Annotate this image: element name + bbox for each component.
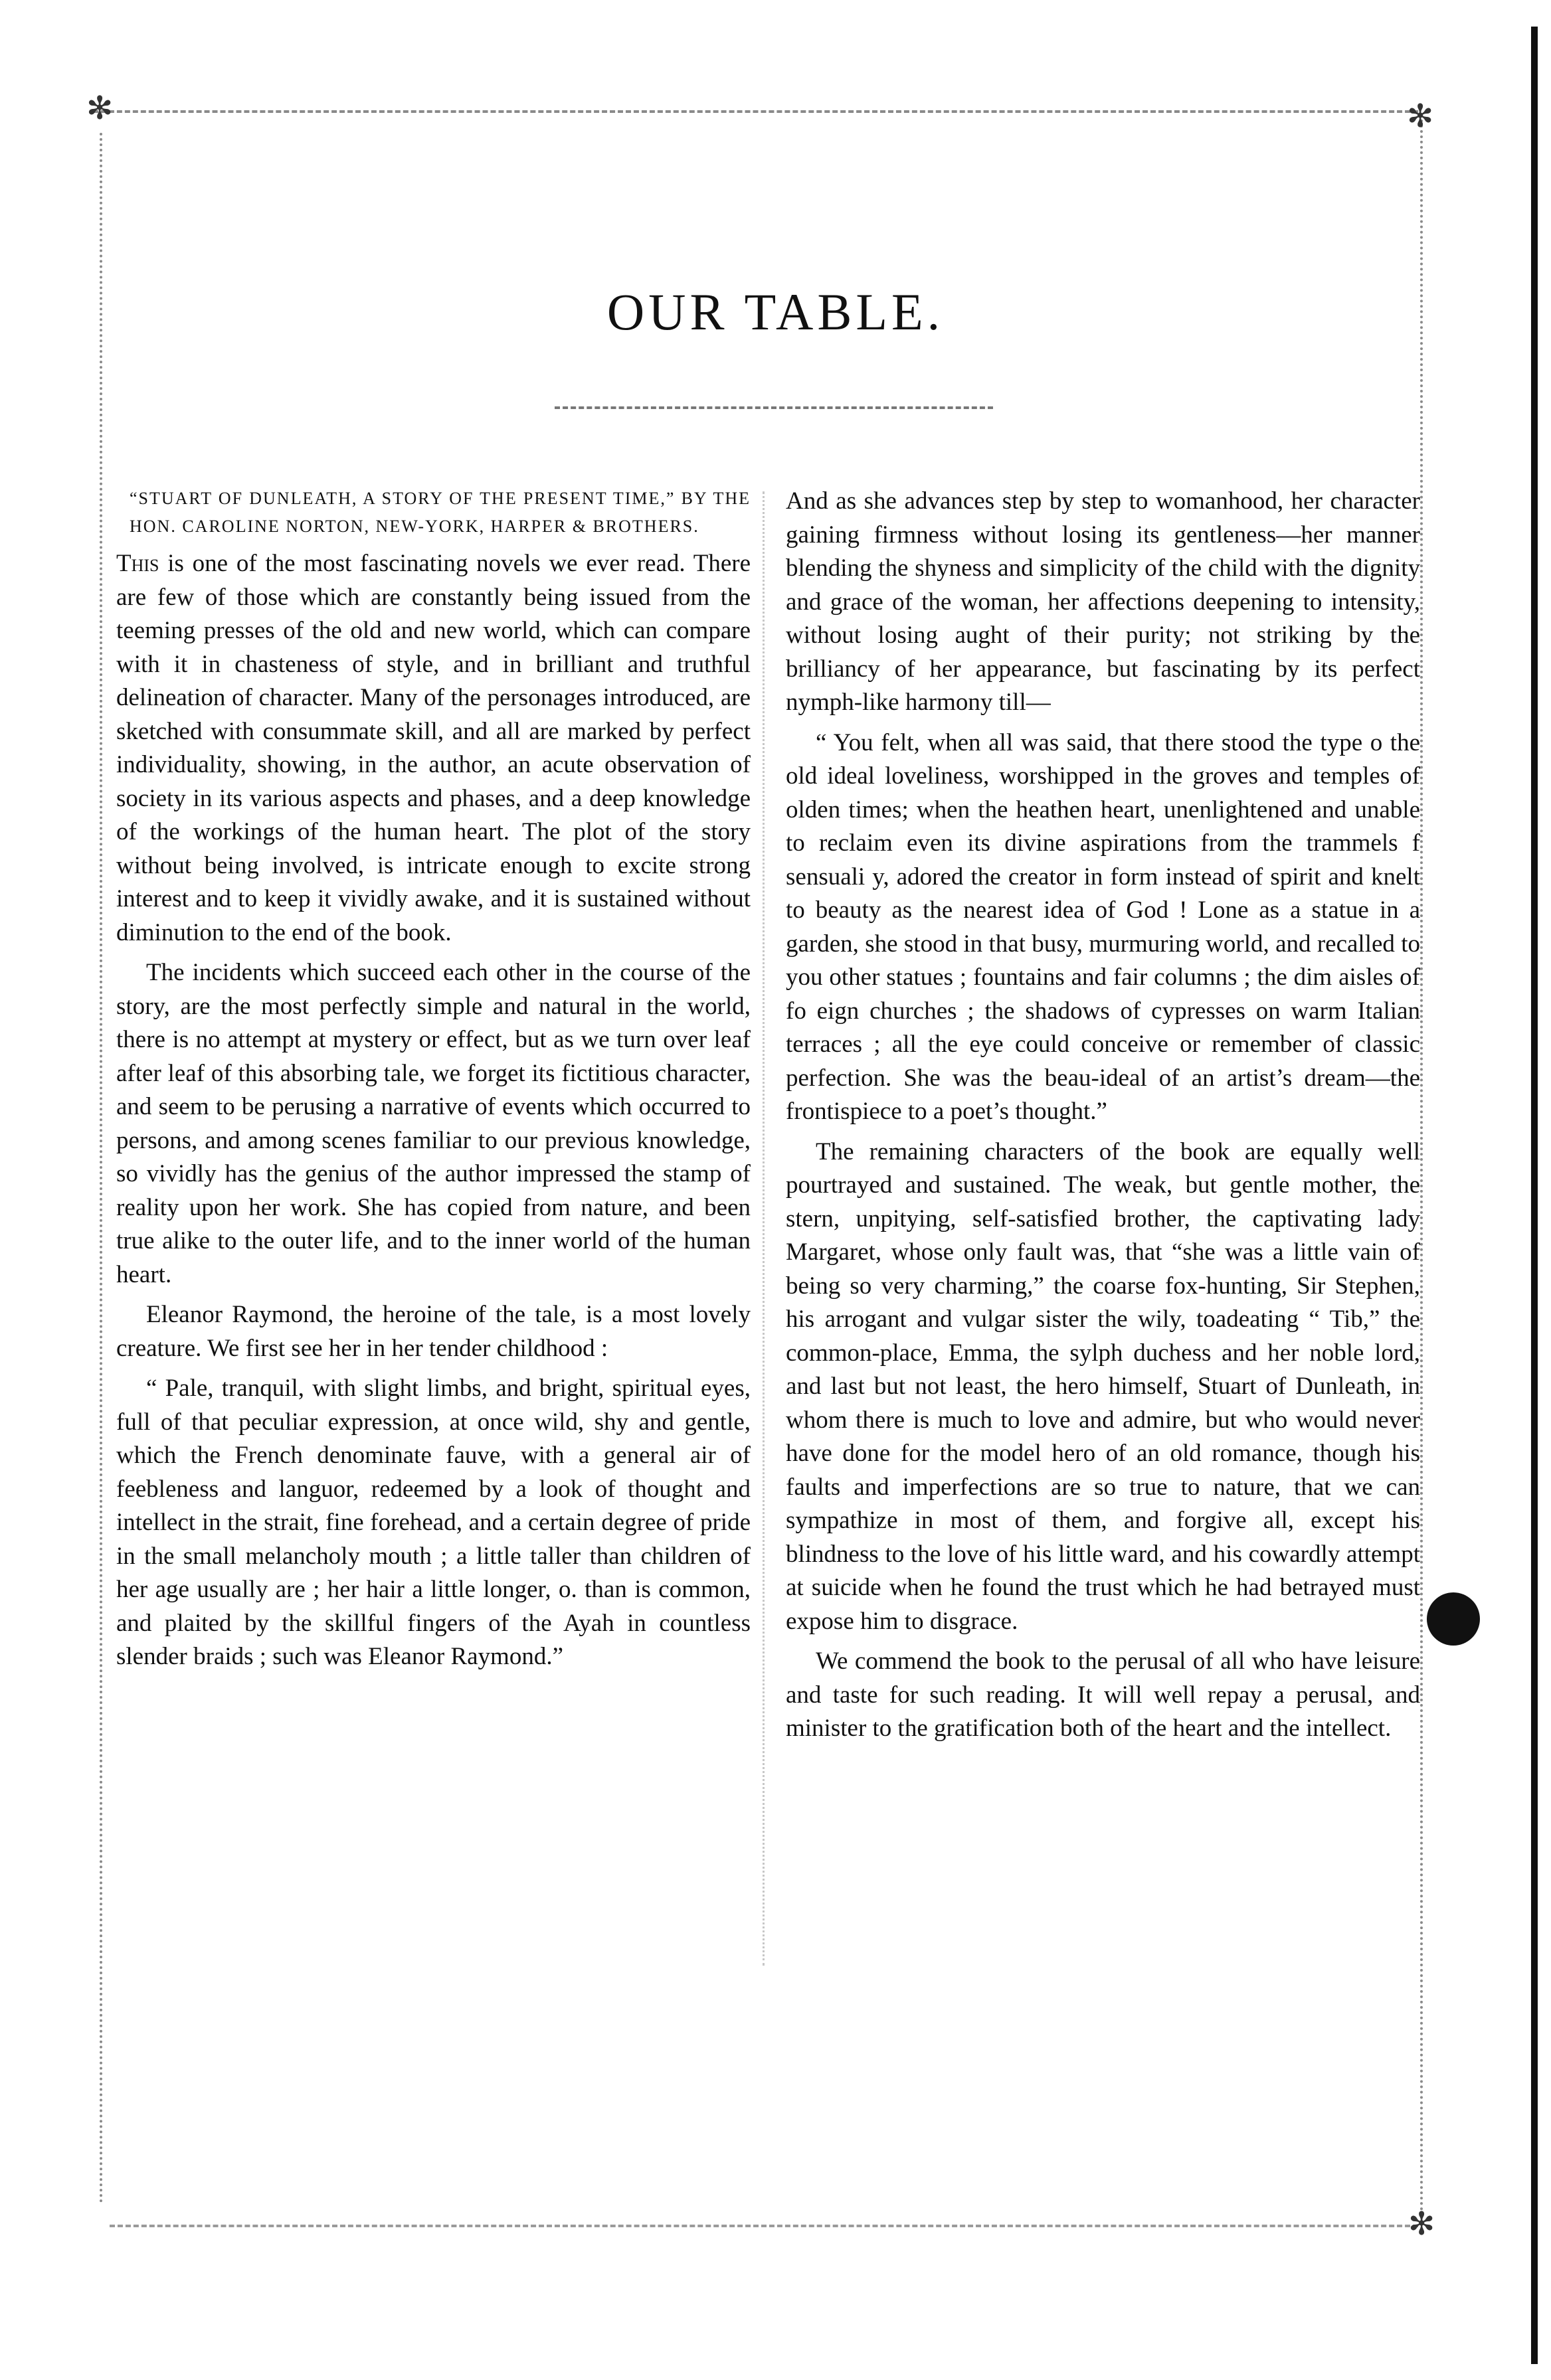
paragraph: And as she advances step by step to womanhood, her character gaining firmness without losing its gentleness—her manner blending the shyness and simplicity of the child with the dignity and grace of the woman, her affections deepening to intensity, without losing aught of their purity; not striking by the brilliancy of her appearance, but fascinating by its perfect nymph-like harmony till—	[786, 487, 1420, 716]
corner-ornament-icon: ✻	[86, 91, 114, 126]
paragraph	[116, 547, 751, 950]
quotation: “ Pale, tranquil, with slight limbs, and bright, spiritual eyes, full of that peculiar expression, at once wild, shy and gentle, which the French denominate fauve, with a general air of feebleness and languor, redeemed by a look of thought and intellect in the strait, fine forehead, and a certain degree of pride in the small melancholy mouth ; a little taller than children of her age usually are ; her hair a little longer, o. than is common, and plaited by the skillful fingers of the Ayah in countless slender braids ; such was Eleanor Raymond.”	[116, 1375, 751, 1670]
ornamental-border-left	[100, 133, 102, 2205]
page-title: OUR TABLE.	[606, 283, 945, 341]
paragraph: The incidents which succeed each other in the course of the story, are the most perfectly simple and natural in the world, there is no attempt at mystery or effect, but as we turn over leaf after leaf of this absorbing tale, we forget its fictitious character, and seem to be perusing a narrative of events which occurred to persons, and among scenes familiar to our previous knowledge, so vividly has the genius of the author impressed the stamp of reality upon her work. She has copied from nature, and been true alike to the outer life, and to the inner world of the human heart.	[116, 959, 751, 1288]
ornamental-border-bottom	[110, 2225, 1418, 2227]
ink-blot	[1427, 1592, 1480, 1646]
first-word: This	[116, 550, 159, 577]
paragraph: The remaining characters of the book are equally well pourtrayed and sustained. The weak, but gentle mother, the stern, unpitying, self-satisfied brother, the captivating lady Margaret, whose only fault was, that “she was a little vain of being so very charming,” the coarse fox-hunting, Sir Stephen, his arrogant and vulgar sister the wily, toadeating “ Tib,” the common-place, Emma, the sylph duchess and her noble lord, and last but not least, the hero himself, Stuart of Dunleath, in whom there is much to love and admire, but who would never have done for the model hero of an old romance, though his faults and imperfections are so true to nature, that we can sympathize in most of them, and forgive all, except his blindness to the love of his little ward, and his cowardly attempt at suicide when he found the trust which he had betrayed must expose him to disgrace.	[786, 1138, 1420, 1635]
review-heading: “STUART OF DUNLEATH, A STORY OF THE PRESENT TIME,” BY THE HON. CAROLINE NORTON, NEW-YORK, HARPER & BROTHERS.	[130, 489, 751, 536]
paragraph-text: is one of the most fascinating novels we ever read. There are few of those which are constantly being issued from the teeming presses of the old and new world, which can compare with it in chasteness of style, and in brilliant and truthful delineation of character. Many of the personages introduced, are sketched with consummate skill, and all are marked by perfect individuality, showing, in the author, an acute observation of society in its various aspects and phases, and a deep knowledge of the workings of the human heart. The plot of the story without being involved, is intricate enough to excite strong interest and to keep it vividly awake, and it is sustained without diminution to the end of the book.	[116, 550, 751, 946]
right-column	[786, 485, 1420, 1752]
quotation: “ You felt, when all was said, that there stood the type o the old ideal loveliness, worshipped in the groves and temples of olden times; when the heathen heart, unenlightened and unable to reclaim even its divine aspirations from the trammels f sensuali y, adored the creator in form instead of spirit and knelt to beauty as the nearest idea of God ! Lone as a statue in a garden, she stood in that busy, murmuring world, and recalled to you other statues ; fountains and fair columns ; the dim aisles of fo eign churches ; the shadows of cypresses on warm Italian terraces ; all the eye could conceive or remember of classic perfection. She was the beau-ideal of an artist’s dream—the frontispiece to a poet’s thought.”	[786, 728, 1420, 1125]
column-gutter	[763, 491, 765, 1966]
page-edge-shadow	[1531, 27, 1538, 2364]
ornamental-border-top	[93, 110, 1418, 113]
title-divider	[555, 406, 993, 409]
ornamental-border-right	[1420, 120, 1423, 2218]
paragraph: We commend the book to the perusal of all who have leisure and taste for such reading. It will well repay a perusal, and minister to the gratification both of the heart and the intellect.	[786, 1648, 1420, 1742]
corner-ornament-icon: ✻	[1407, 99, 1434, 134]
left-column	[116, 485, 751, 1681]
paragraph: Eleanor Raymond, the heroine of the tale, is a most lovely creature. We first see her in her tender childhood :	[116, 1301, 751, 1362]
corner-ornament-icon: ✻	[1408, 2207, 1435, 2242]
